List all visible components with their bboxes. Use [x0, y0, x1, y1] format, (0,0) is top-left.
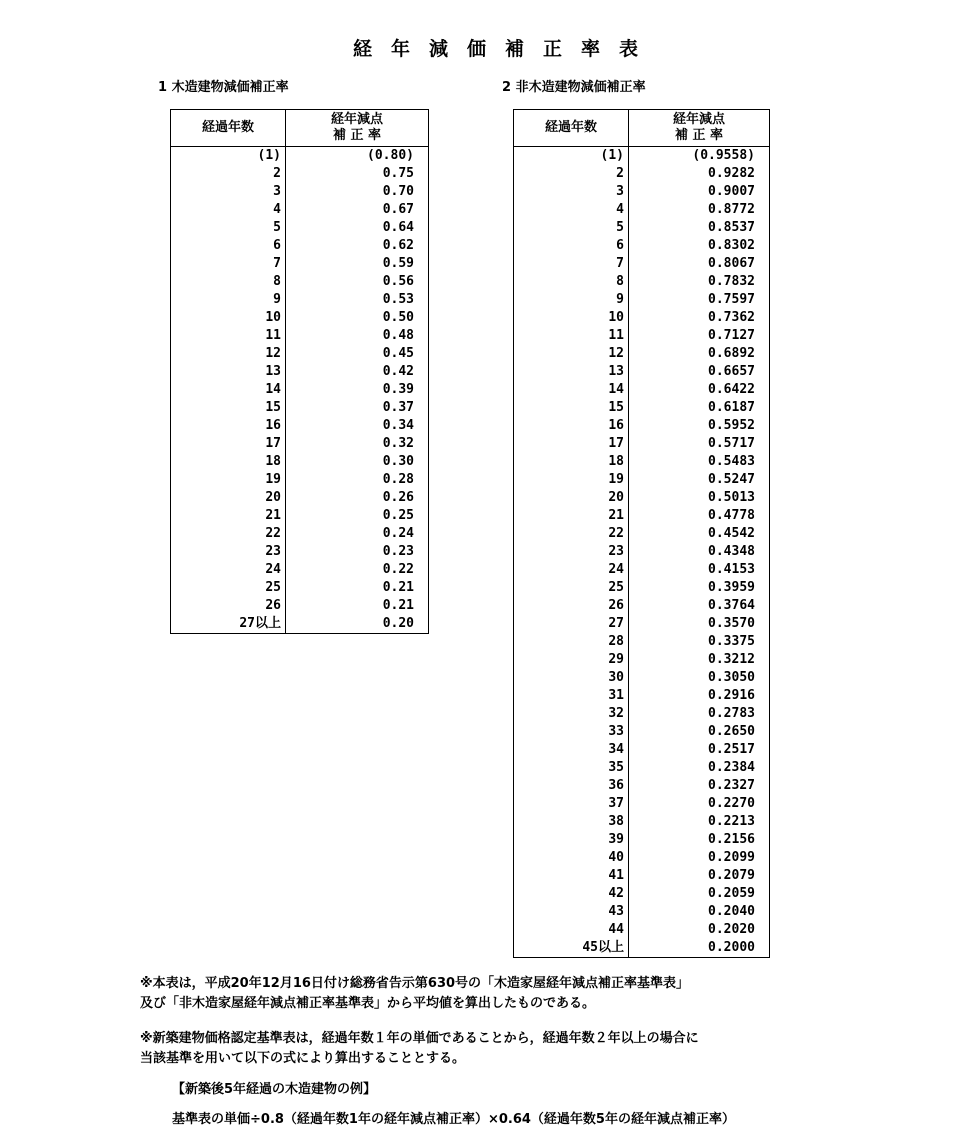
note-source	[140, 974, 689, 1014]
elapsed-years-cell: 17	[514, 435, 629, 453]
table-row	[514, 255, 769, 273]
table-row	[171, 219, 428, 237]
column-header-rate-line2: 補 正 率	[674, 128, 724, 143]
elapsed-years-cell: 25	[514, 579, 629, 597]
table-row	[514, 705, 769, 723]
elapsed-years-cell: (1)	[171, 147, 286, 166]
rate-cell: 0.5952	[708, 418, 755, 433]
column-header-rate	[629, 110, 770, 147]
rate-cell: 0.7832	[708, 274, 755, 289]
elapsed-years-cell: 39	[514, 831, 629, 849]
table-row	[514, 615, 769, 633]
table-row	[514, 741, 769, 759]
column-header-elapsed-years: 経過年数	[171, 110, 286, 147]
rate-cell: 0.26	[382, 490, 414, 505]
table-row	[514, 561, 769, 579]
table-row	[514, 867, 769, 885]
elapsed-years-cell: 40	[514, 849, 629, 867]
rate-cell: 0.25	[382, 508, 414, 523]
elapsed-years-cell: 12	[514, 345, 629, 363]
table-row	[171, 615, 428, 633]
table-row	[514, 633, 769, 651]
elapsed-years-cell: 27以上	[171, 615, 286, 633]
column-header-rate-line2: 補 正 率	[332, 128, 382, 143]
elapsed-years-cell: 43	[514, 903, 629, 921]
table-row	[514, 147, 769, 166]
table-row	[514, 381, 769, 399]
table-row	[171, 363, 428, 381]
rate-cell: 0.2650	[708, 724, 755, 739]
elapsed-years-cell: 7	[514, 255, 629, 273]
elapsed-years-cell: 32	[514, 705, 629, 723]
elapsed-years-cell: 3	[514, 183, 629, 201]
table-row	[171, 183, 428, 201]
column-header-rate-line1: 経年減点	[672, 112, 725, 127]
rate-cell: 0.2000	[708, 940, 755, 955]
rate-cell: 0.32	[382, 436, 414, 451]
table-row	[514, 921, 769, 939]
table-row	[514, 489, 769, 507]
table-row	[514, 201, 769, 219]
table-row	[171, 507, 428, 525]
rate-cell: 0.2156	[708, 832, 755, 847]
table-row	[514, 597, 769, 615]
table-row	[514, 759, 769, 777]
elapsed-years-cell: 21	[514, 507, 629, 525]
table-row	[171, 543, 428, 561]
table-row	[171, 309, 428, 327]
elapsed-years-cell: 12	[171, 345, 286, 363]
elapsed-years-cell: 6	[171, 237, 286, 255]
elapsed-years-cell: 14	[514, 381, 629, 399]
rate-cell: 0.70	[382, 184, 414, 199]
elapsed-years-cell: 29	[514, 651, 629, 669]
table-row	[171, 237, 428, 255]
rate-cell: 0.64	[382, 220, 414, 235]
table-row	[171, 273, 428, 291]
rate-cell: 0.5013	[708, 490, 755, 505]
table-row	[514, 453, 769, 471]
elapsed-years-cell: 24	[171, 561, 286, 579]
elapsed-years-cell: 23	[171, 543, 286, 561]
rate-cell: 0.8302	[708, 238, 755, 253]
rate-cell: 0.5247	[708, 472, 755, 487]
note-calculation-line1: ※新築建物価格認定基準表は，経過年数１年の単価であることから，経過年数２年以上の場合に	[140, 1031, 699, 1046]
elapsed-years-cell: 22	[171, 525, 286, 543]
rate-cell: 0.3959	[708, 580, 755, 595]
rate-cell: 0.3375	[708, 634, 755, 649]
rate-cell: 0.2270	[708, 796, 755, 811]
table-row	[514, 471, 769, 489]
elapsed-years-cell: 10	[171, 309, 286, 327]
elapsed-years-cell: 25	[171, 579, 286, 597]
table-row	[514, 669, 769, 687]
table-row	[514, 813, 769, 831]
rate-cell: 0.53	[382, 292, 414, 307]
example-heading: 【新築後5年経過の木造建物の例】	[172, 1082, 377, 1097]
elapsed-years-cell: 8	[171, 273, 286, 291]
elapsed-years-cell: 15	[514, 399, 629, 417]
elapsed-years-cell: 14	[171, 381, 286, 399]
elapsed-years-cell: 23	[514, 543, 629, 561]
rate-cell: 0.2327	[708, 778, 755, 793]
elapsed-years-cell: 16	[171, 417, 286, 435]
section-heading-non-wooden: 2 非木造建物減価補正率	[502, 80, 646, 95]
rate-cell: 0.67	[382, 202, 414, 217]
elapsed-years-cell: 19	[514, 471, 629, 489]
rate-cell: 0.2213	[708, 814, 755, 829]
elapsed-years-cell: 28	[514, 633, 629, 651]
rate-cell: 0.4542	[708, 526, 755, 541]
elapsed-years-cell: 9	[171, 291, 286, 309]
table-row	[514, 849, 769, 867]
wooden-rate-table	[171, 110, 428, 633]
rate-cell: 0.48	[382, 328, 414, 343]
table-row	[171, 417, 428, 435]
non-wooden-rate-table	[514, 110, 769, 957]
rate-cell: 0.2384	[708, 760, 755, 775]
elapsed-years-cell: 13	[171, 363, 286, 381]
table-row	[171, 453, 428, 471]
rate-cell: 0.37	[382, 400, 414, 415]
elapsed-years-cell: 26	[514, 597, 629, 615]
rate-cell: 0.7127	[708, 328, 755, 343]
table-row	[514, 831, 769, 849]
rate-cell: 0.9007	[708, 184, 755, 199]
table-row	[514, 795, 769, 813]
rate-cell: 0.34	[382, 418, 414, 433]
note-source-line2: 及び「非木造家屋経年減点補正率基準表」から平均値を算出したものである。	[140, 996, 596, 1011]
elapsed-years-cell: 27	[514, 615, 629, 633]
table-row	[171, 471, 428, 489]
elapsed-years-cell: 38	[514, 813, 629, 831]
table-row	[171, 381, 428, 399]
elapsed-years-cell: 30	[514, 669, 629, 687]
rate-cell: 0.39	[382, 382, 414, 397]
elapsed-years-cell: 15	[171, 399, 286, 417]
table-row	[171, 147, 428, 166]
table-row	[514, 579, 769, 597]
elapsed-years-cell: 18	[171, 453, 286, 471]
rate-cell: 0.2783	[708, 706, 755, 721]
rate-cell: 0.2059	[708, 886, 755, 901]
table-row	[514, 687, 769, 705]
rate-cell: 0.9282	[708, 166, 755, 181]
table-row	[514, 939, 769, 957]
rate-cell: 0.30	[382, 454, 414, 469]
elapsed-years-cell: 2	[514, 165, 629, 183]
rate-cell: 0.2040	[708, 904, 755, 919]
rate-cell: 0.2079	[708, 868, 755, 883]
rate-cell: 0.24	[382, 526, 414, 541]
table-row	[514, 903, 769, 921]
rate-cell: 0.62	[382, 238, 414, 253]
table-row	[171, 579, 428, 597]
rate-cell: 0.20	[382, 616, 414, 631]
rate-cell: 0.7597	[708, 292, 755, 307]
table-row	[514, 399, 769, 417]
wooden-rate-table-body	[171, 147, 428, 634]
rate-cell: 0.2099	[708, 850, 755, 865]
table-row	[171, 489, 428, 507]
table-row	[514, 525, 769, 543]
table-row	[514, 183, 769, 201]
elapsed-years-cell: 7	[171, 255, 286, 273]
rate-cell: 0.5483	[708, 454, 755, 469]
rate-cell: 0.3050	[708, 670, 755, 685]
elapsed-years-cell: 5	[514, 219, 629, 237]
table-row	[514, 507, 769, 525]
elapsed-years-cell: 21	[171, 507, 286, 525]
elapsed-years-cell: 17	[171, 435, 286, 453]
table-row	[171, 255, 428, 273]
rate-cell: (0.9558)	[692, 148, 755, 163]
table-row	[514, 237, 769, 255]
non-wooden-rate-table-body	[514, 147, 769, 958]
column-header-rate-line1: 経年減点	[330, 112, 383, 127]
page-title: 経年減価補正率表	[352, 38, 657, 60]
table-row	[514, 543, 769, 561]
elapsed-years-cell: 33	[514, 723, 629, 741]
elapsed-years-cell: 16	[514, 417, 629, 435]
table-row	[514, 345, 769, 363]
elapsed-years-cell: 2	[171, 165, 286, 183]
rate-cell: 0.21	[382, 598, 414, 613]
elapsed-years-cell: 20	[171, 489, 286, 507]
elapsed-years-cell: 45以上	[514, 939, 629, 957]
elapsed-years-cell: 26	[171, 597, 286, 615]
elapsed-years-cell: 22	[514, 525, 629, 543]
elapsed-years-cell: (1)	[514, 147, 629, 166]
elapsed-years-cell: 6	[514, 237, 629, 255]
elapsed-years-cell: 37	[514, 795, 629, 813]
table-header-row	[171, 110, 428, 147]
table-row	[514, 435, 769, 453]
table-row	[514, 885, 769, 903]
elapsed-years-cell: 31	[514, 687, 629, 705]
rate-cell: 0.59	[382, 256, 414, 271]
rate-cell: (0.80)	[367, 148, 414, 163]
elapsed-years-cell: 8	[514, 273, 629, 291]
table-row	[171, 399, 428, 417]
table-row	[514, 165, 769, 183]
column-header-elapsed-years: 経過年数	[514, 110, 629, 147]
note-calculation	[140, 1029, 699, 1069]
rate-cell: 0.45	[382, 346, 414, 361]
rate-cell: 0.6187	[708, 400, 755, 415]
rate-cell: 0.3212	[708, 652, 755, 667]
rate-cell: 0.75	[382, 166, 414, 181]
rate-cell: 0.4153	[708, 562, 755, 577]
table-row	[514, 327, 769, 345]
rate-cell: 0.50	[382, 310, 414, 325]
rate-cell: 0.3764	[708, 598, 755, 613]
rate-cell: 0.8772	[708, 202, 755, 217]
rate-cell: 0.3570	[708, 616, 755, 631]
rate-cell: 0.5717	[708, 436, 755, 451]
table-row	[171, 201, 428, 219]
rate-cell: 0.56	[382, 274, 414, 289]
rate-cell: 0.2916	[708, 688, 755, 703]
table-row	[171, 435, 428, 453]
rate-cell: 0.4348	[708, 544, 755, 559]
elapsed-years-cell: 44	[514, 921, 629, 939]
elapsed-years-cell: 4	[171, 201, 286, 219]
elapsed-years-cell: 3	[171, 183, 286, 201]
rate-cell: 0.6657	[708, 364, 755, 379]
table-header-row	[514, 110, 769, 147]
table-row	[514, 417, 769, 435]
rate-cell: 0.7362	[708, 310, 755, 325]
rate-cell: 0.8067	[708, 256, 755, 271]
note-calculation-line2: 当該基準を用いて以下の式により算出することとする。	[140, 1051, 466, 1066]
section-heading-wooden: 1 木造建物減価補正率	[158, 80, 289, 95]
elapsed-years-cell: 19	[171, 471, 286, 489]
table-row	[171, 291, 428, 309]
rate-cell: 0.6892	[708, 346, 755, 361]
rate-cell: 0.42	[382, 364, 414, 379]
rate-cell: 0.23	[382, 544, 414, 559]
rate-cell: 0.4778	[708, 508, 755, 523]
column-header-rate	[286, 110, 429, 147]
rate-cell: 0.28	[382, 472, 414, 487]
elapsed-years-cell: 18	[514, 453, 629, 471]
elapsed-years-cell: 11	[171, 327, 286, 345]
table-row	[514, 291, 769, 309]
table-row	[514, 651, 769, 669]
table-row	[514, 777, 769, 795]
note-source-line1: ※本表は，平成20年12月16日付け総務省告示第630号の「木造家屋経年減点補正率基準表」	[140, 976, 690, 991]
elapsed-years-cell: 4	[514, 201, 629, 219]
table-row	[514, 723, 769, 741]
elapsed-years-cell: 41	[514, 867, 629, 885]
rate-cell: 0.2517	[708, 742, 755, 757]
elapsed-years-cell: 20	[514, 489, 629, 507]
table-row	[171, 327, 428, 345]
elapsed-years-cell: 34	[514, 741, 629, 759]
table-row	[514, 219, 769, 237]
elapsed-years-cell: 9	[514, 291, 629, 309]
example-formula: 基準表の単価÷0.8（経過年数1年の経年減点補正率）×0.64（経過年数5年の経年減点補正率）	[172, 1112, 735, 1127]
table-row	[514, 363, 769, 381]
elapsed-years-cell: 10	[514, 309, 629, 327]
elapsed-years-cell: 13	[514, 363, 629, 381]
rate-cell: 0.8537	[708, 220, 755, 235]
table-row	[514, 309, 769, 327]
elapsed-years-cell: 42	[514, 885, 629, 903]
rate-cell: 0.21	[382, 580, 414, 595]
elapsed-years-cell: 35	[514, 759, 629, 777]
rate-cell: 0.6422	[708, 382, 755, 397]
elapsed-years-cell: 36	[514, 777, 629, 795]
elapsed-years-cell: 11	[514, 327, 629, 345]
rate-cell: 0.22	[382, 562, 414, 577]
rate-cell: 0.2020	[708, 922, 755, 937]
table-row	[171, 345, 428, 363]
elapsed-years-cell: 5	[171, 219, 286, 237]
table-row	[171, 597, 428, 615]
table-row	[171, 165, 428, 183]
elapsed-years-cell: 24	[514, 561, 629, 579]
table-row	[171, 525, 428, 543]
table-row	[171, 561, 428, 579]
table-row	[514, 273, 769, 291]
